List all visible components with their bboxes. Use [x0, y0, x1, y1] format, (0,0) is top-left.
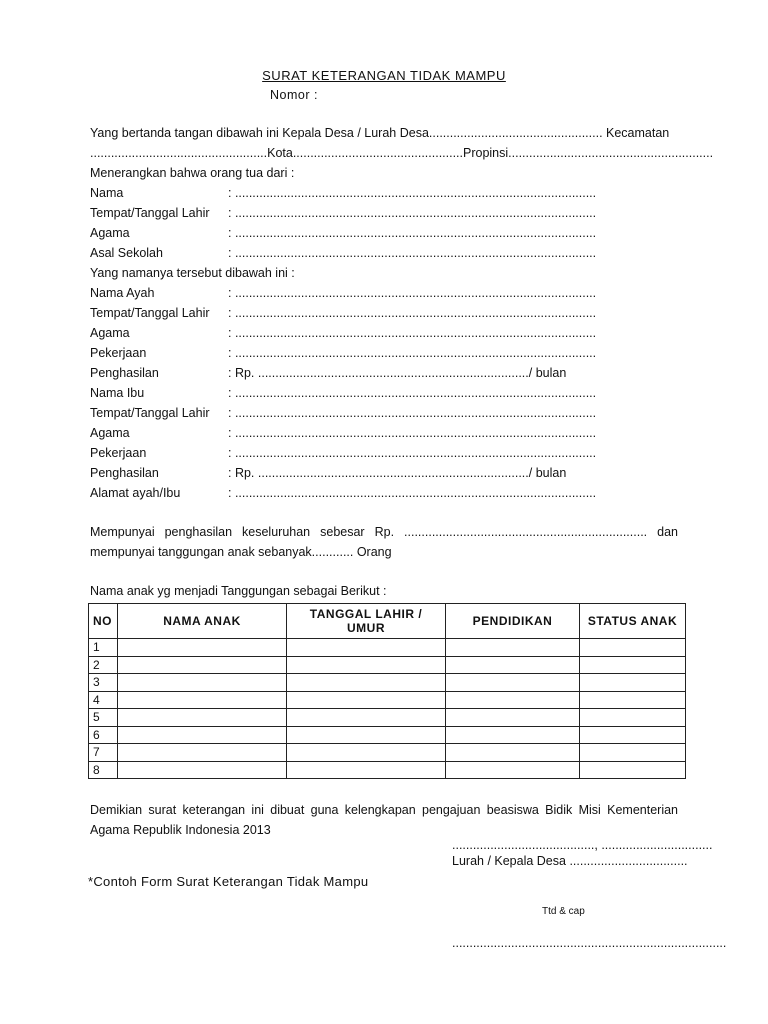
student-field-value: : ........................................................................................................: [228, 186, 597, 200]
student-field-row: [90, 206, 596, 220]
children-intro: Nama anak yg menjadi Tanggungan sebagai Berikut :: [90, 584, 387, 598]
table-cell: [287, 674, 446, 692]
row-number: 1: [89, 639, 118, 657]
parent-field-row: [90, 366, 566, 380]
table-cell: [287, 744, 446, 762]
parent-field-row: [90, 426, 596, 440]
table-cell: [580, 639, 686, 657]
table-row: [89, 674, 686, 692]
row-number: 5: [89, 709, 118, 727]
parent-field-value: : ........................................................................................................: [228, 426, 597, 440]
parent-field-label: Agama: [90, 326, 130, 340]
signer-title: Lurah / Kepala Desa ..................................: [452, 854, 688, 868]
table-cell: [118, 656, 287, 674]
row-number: 6: [89, 726, 118, 744]
table-cell: [118, 744, 287, 762]
menerangkan-text: Menerangkan bahwa orang tua dari :: [90, 166, 295, 180]
signature-line: ...............................................................................: [452, 936, 727, 950]
parent-field-value: : ........................................................................................................: [228, 286, 597, 300]
table-cell: [446, 761, 580, 779]
table-cell: [580, 709, 686, 727]
row-number: 3: [89, 674, 118, 692]
income-paragraph: Mempunyai penghasilan keseluruhan sebesar Rp. ...................................................................... dan mempunyai tanggungan anak sebanyak............ Orang: [90, 525, 678, 559]
parent-field-value: : ........................................................................................................: [228, 446, 597, 460]
table-row: [89, 656, 686, 674]
table-cell: [580, 726, 686, 744]
header-status-anak: STATUS ANAK: [580, 604, 686, 639]
table-cell: [580, 744, 686, 762]
table-cell: [118, 761, 287, 779]
parent-field-value: : ........................................................................................................: [228, 346, 597, 360]
parent-field-label: Penghasilan: [90, 466, 159, 480]
table-cell: [446, 744, 580, 762]
ttd-cap-label: Ttd & cap: [542, 906, 585, 917]
parent-field-value: : ........................................................................................................: [228, 386, 597, 400]
student-field-row: [90, 246, 596, 260]
header-tanggal-lahir: TANGGAL LAHIR / UMUR: [287, 604, 446, 639]
student-field-row: [90, 226, 596, 240]
parent-field-value: : ........................................................................................................: [228, 486, 597, 500]
table-row: [89, 709, 686, 727]
parent-field-label: Penghasilan: [90, 366, 159, 380]
table-cell: [580, 761, 686, 779]
header-pendidikan: PENDIDIKAN: [446, 604, 580, 639]
table-cell: [580, 674, 686, 692]
header-nama-anak: NAMA ANAK: [118, 604, 287, 639]
place-date-line: ........................................., ................................: [452, 838, 713, 852]
parent-field-value: : ........................................................................................................: [228, 326, 597, 340]
parents-intro: Yang namanya tersebut dibawah ini :: [90, 266, 295, 280]
parent-field-label: Agama: [90, 426, 130, 440]
parent-field-value: : Rp. ............................................................................../ bulan: [228, 466, 567, 480]
table-cell: [446, 674, 580, 692]
table-cell: [118, 726, 287, 744]
table-cell: [446, 726, 580, 744]
parent-field-label: Pekerjaan: [90, 346, 147, 360]
table-cell: [118, 674, 287, 692]
parent-field-row: [90, 446, 596, 460]
parent-field-value: : Rp. ............................................................................../ bulan: [228, 366, 567, 380]
children-table: [88, 603, 686, 779]
table-cell: [446, 656, 580, 674]
row-number: 8: [89, 761, 118, 779]
table-cell: [287, 691, 446, 709]
header-no: NO: [89, 604, 118, 639]
document-title: SURAT KETERANGAN TIDAK MAMPU: [262, 68, 506, 83]
student-field-value: : ........................................................................................................: [228, 206, 597, 220]
student-field-label: Agama: [90, 226, 130, 240]
student-field-value: : ........................................................................................................: [228, 226, 597, 240]
parent-field-row: [90, 326, 596, 340]
table-row: [89, 761, 686, 779]
table-row: [89, 639, 686, 657]
parent-field-row: [90, 486, 596, 500]
intro-line-2: ...................................................Kota.................................................Propinsi...........................................................: [90, 146, 714, 160]
parent-field-value: : ........................................................................................................: [228, 406, 597, 420]
parent-field-row: [90, 466, 566, 480]
table-row: [89, 744, 686, 762]
parent-field-row: [90, 386, 596, 400]
table-cell: [287, 639, 446, 657]
parent-field-label: Alamat ayah/Ibu: [90, 486, 181, 500]
parent-field-row: [90, 306, 596, 320]
parent-field-row: [90, 346, 596, 360]
table-cell: [446, 639, 580, 657]
parent-field-label: Tempat/Tanggal Lahir: [90, 406, 210, 420]
table-cell: [118, 691, 287, 709]
table-cell: [287, 726, 446, 744]
table-cell: [287, 709, 446, 727]
form-note: *Contoh Form Surat Keterangan Tidak Mampu: [88, 874, 369, 889]
student-field-label: Tempat/Tanggal Lahir: [90, 206, 210, 220]
table-cell: [118, 639, 287, 657]
table-cell: [446, 691, 580, 709]
nomor-label: Nomor :: [270, 88, 318, 102]
row-number: 2: [89, 656, 118, 674]
intro-line-1: Yang bertanda tangan dibawah ini Kepala Desa / Lurah Desa.................................................. Kecamatan: [90, 126, 670, 140]
table-cell: [580, 691, 686, 709]
table-row: [89, 726, 686, 744]
table-header-row: [89, 604, 686, 639]
parent-field-label: Nama Ayah: [90, 286, 155, 300]
table-cell: [118, 709, 287, 727]
parent-field-label: Pekerjaan: [90, 446, 147, 460]
student-field-label: Nama: [90, 186, 124, 200]
table-cell: [446, 709, 580, 727]
parent-field-label: Nama Ibu: [90, 386, 145, 400]
table-row: [89, 691, 686, 709]
parent-field-value: : ........................................................................................................: [228, 306, 597, 320]
closing-paragraph: Demikian surat keterangan ini dibuat guna kelengkapan pengajuan beasiswa Bidik Misi Kementerian Agama Republik Indonesia 2013: [90, 803, 678, 837]
student-field-row: [90, 186, 596, 200]
parent-field-row: [90, 406, 596, 420]
table-cell: [287, 761, 446, 779]
parent-field-row: [90, 286, 596, 300]
row-number: 7: [89, 744, 118, 762]
row-number: 4: [89, 691, 118, 709]
parent-field-label: Tempat/Tanggal Lahir: [90, 306, 210, 320]
table-cell: [287, 656, 446, 674]
student-field-label: Asal Sekolah: [90, 246, 163, 260]
table-cell: [580, 656, 686, 674]
student-field-value: : ........................................................................................................: [228, 246, 597, 260]
